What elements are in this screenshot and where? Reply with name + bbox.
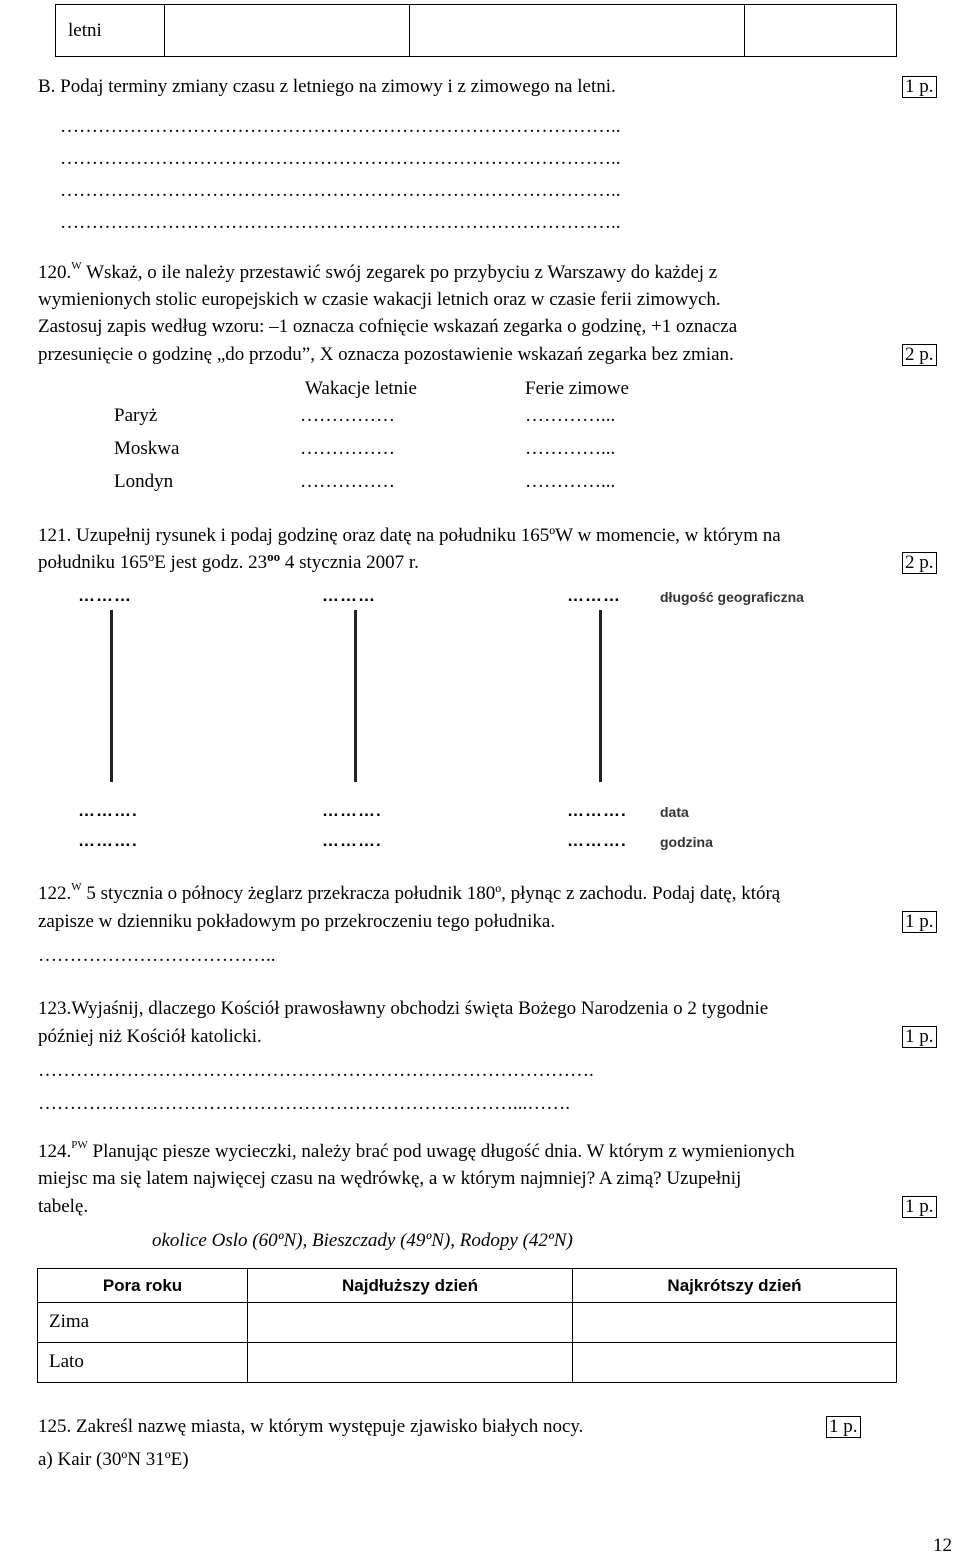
summer-answer[interactable]: ……………	[300, 405, 395, 426]
question-b-answer-line[interactable]: ……………………………………………………………………………..	[60, 212, 621, 233]
question-122-answer[interactable]: ………………………………..	[38, 945, 276, 966]
winter-answer[interactable]: …………...	[525, 438, 616, 459]
question-120-line: Zastosuj zapis według wzoru: –1 oznacza cofnięcie wskazań zegarka o godzinę, +1 oznacza	[38, 316, 738, 337]
summer-answer[interactable]: ……………	[300, 471, 395, 492]
question-121-points: 2 p.	[902, 552, 937, 574]
diagram-top-answer[interactable]: ………	[567, 586, 621, 605]
diagram-hour-answer[interactable]: ……….	[567, 831, 627, 850]
top-table	[55, 4, 897, 57]
city-label: Paryż	[114, 405, 158, 426]
label-date: data	[660, 804, 689, 820]
question-125-line: 125. Zakreśl nazwę miasta, w którym występuje zjawisko białych nocy.	[38, 1416, 584, 1437]
question-120-number: 120.$^W$ Wskaż, o ile należy przestawić swój zegarek po przybyciu z Warszawy do każdej z	[38, 260, 718, 283]
diagram-date-answer[interactable]: ……….	[322, 801, 382, 820]
table-row-label: Zima	[38, 1303, 248, 1343]
question-121-line: południku 165ºE jest godz. $23^{oo}$ 4 stycznia 2007 r.	[38, 549, 419, 573]
winter-answer[interactable]: …………...	[525, 405, 616, 426]
question-b-answer-line[interactable]: ……………………………………………………………………………..	[60, 148, 621, 169]
question-120-marker: W	[71, 260, 82, 272]
question-123-answer-line[interactable]: …………………………………………………………………………….	[38, 1060, 594, 1081]
top-table-cell[interactable]	[745, 5, 897, 57]
label-longitude: długość geograficzna	[660, 589, 804, 605]
city-label: Londyn	[114, 471, 174, 492]
summer-answer[interactable]: ……………	[300, 438, 395, 459]
question-125-option-a[interactable]: a) Kair (30ºN 31ºE)	[38, 1449, 189, 1470]
table-cell[interactable]	[573, 1343, 897, 1383]
table-header: Pora roku	[38, 1269, 248, 1303]
top-table-row-label: letni	[56, 5, 165, 57]
page-number: 12	[933, 1535, 952, 1556]
meridian-line	[599, 610, 602, 782]
col-header-winter: Ferie zimowe	[525, 378, 629, 399]
question-b-text: B. Podaj terminy zmiany czasu z letniego na zimowy i z zimowego na letni.	[38, 76, 616, 97]
diagram-top-answer[interactable]: ………	[78, 586, 132, 605]
question-124-points: 1 p.	[902, 1196, 937, 1218]
meridian-line	[354, 610, 357, 782]
question-120-line: Wskaż, o ile należy przestawić swój zegarek po przybyciu z Warszawy do każdej z	[86, 262, 718, 283]
table-row-label: Lato	[38, 1343, 248, 1383]
question-120-line: wymienionych stolic europejskich w czasie wakacji letnich oraz w czasie ferii zimowych.	[38, 289, 721, 310]
table-cell[interactable]	[248, 1343, 573, 1383]
table-cell[interactable]	[573, 1303, 897, 1343]
question-124-line: tabelę.	[38, 1196, 89, 1217]
top-table-cell[interactable]	[410, 5, 745, 57]
question-123-answer-line[interactable]: …………………………………………………………………...…….	[38, 1093, 570, 1114]
meridian-line	[110, 610, 113, 782]
question-123-line: później niż Kościół katolicki.	[38, 1026, 262, 1047]
table-header: Najdłuższy dzień	[248, 1269, 573, 1303]
col-header-summer: Wakacje letnie	[305, 378, 417, 399]
winter-answer[interactable]: …………...	[525, 471, 616, 492]
question-123-points: 1 p.	[902, 1026, 937, 1048]
diagram-hour-answer[interactable]: ……….	[322, 831, 382, 850]
diagram-date-answer[interactable]: ……….	[567, 801, 627, 820]
question-123-line: 123.Wyjaśnij, dlaczego Kościół prawosławny obchodzi święta Bożego Narodzenia o 2 tygodnie	[38, 998, 769, 1019]
table-cell[interactable]	[248, 1303, 573, 1343]
question-122-line: zapisze w dzienniku pokładowym po przekroczeniu tego południka.	[38, 911, 556, 932]
question-121-line: 121. Uzupełnij rysunek i podaj godzinę oraz datę na południku 165ºW w momencie, w którym na	[38, 525, 781, 546]
question-124-line: 124.$^{PW}$ Planując piesze wycieczki, należy brać pod uwagę długość dnia. W którym z wymienionych	[38, 1139, 795, 1162]
question-122-line: 122.$^W$ 5 stycznia o północy żeglarz przekracza południk 180º, płynąc z zachodu. Podaj datę, którą	[38, 881, 781, 904]
diagram-date-answer[interactable]: ……….	[78, 801, 138, 820]
question-124-places: okolice Oslo (60ºN), Bieszczady (49ºN), Rodopy (42ºN)	[152, 1230, 573, 1251]
question-b-answer-line[interactable]: ……………………………………………………………………………..	[60, 180, 621, 201]
question-120-points: 2 p.	[902, 344, 937, 366]
question-b-points: 1 p.	[902, 76, 937, 98]
question-122-points: 1 p.	[902, 911, 937, 933]
top-table-cell[interactable]	[165, 5, 410, 57]
day-length-table	[37, 1268, 897, 1383]
question-120-line: przesunięcie o godzinę „do przodu”, X oznacza pozostawienie wskazań zegarka bez zmian.	[38, 344, 734, 365]
label-hour: godzina	[660, 834, 713, 850]
question-125-points: 1 p.	[826, 1416, 861, 1438]
question-b-answer-line[interactable]: ……………………………………………………………………………..	[60, 116, 621, 137]
question-124-line: miejsc ma się latem najwięcej czasu na wędrówkę, a w którym najmniej? A zimą? Uzupełnij	[38, 1168, 742, 1189]
table-header: Najkrótszy dzień	[573, 1269, 897, 1303]
city-label: Moskwa	[114, 438, 180, 459]
diagram-hour-answer[interactable]: ……….	[78, 831, 138, 850]
diagram-top-answer[interactable]: ………	[322, 586, 376, 605]
